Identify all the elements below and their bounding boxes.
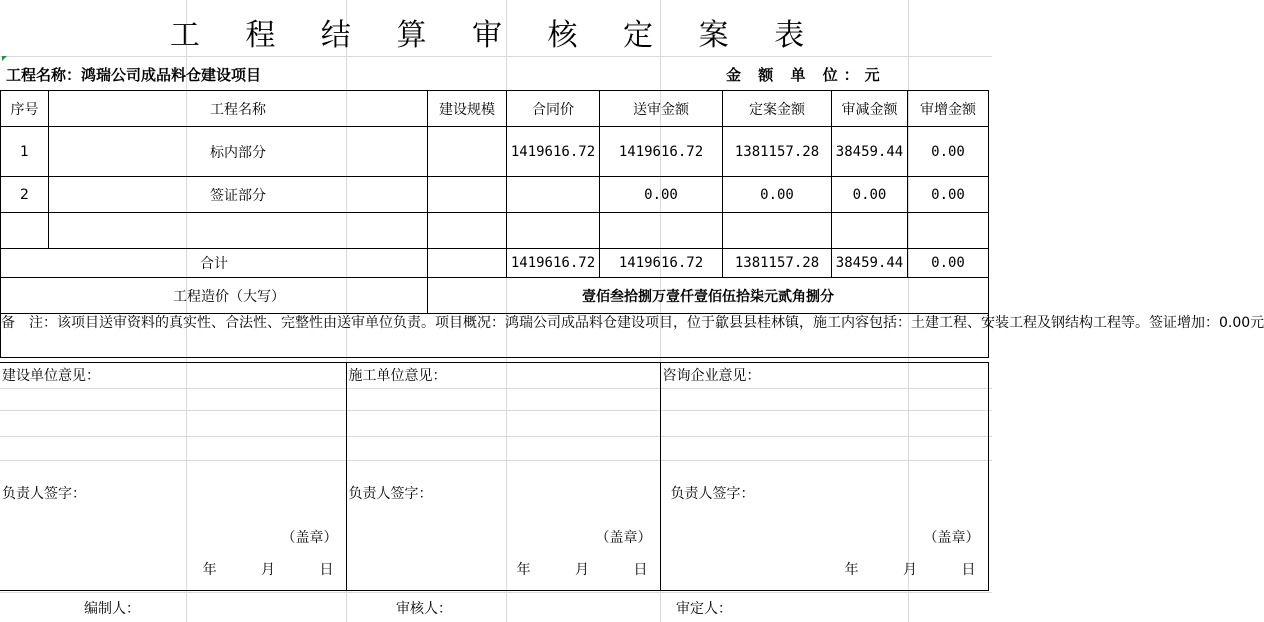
row-name: 标内部分 <box>49 127 428 177</box>
seal-label: （盖章） <box>281 530 338 546</box>
row-increased <box>908 213 989 249</box>
row-submitted: 1419616.72 <box>600 127 723 177</box>
row-contract <box>507 213 600 249</box>
page-title: 工 程 结 算 审 核 定 案 表 <box>169 18 823 53</box>
seal-label: （盖章） <box>595 530 652 546</box>
capital-value: 壹佰叁拾捌万壹仟壹佰伍拾柒元贰角捌分 <box>428 278 989 314</box>
construction-unit-opinion <box>0 363 346 591</box>
total-label: 合计 <box>1 249 428 278</box>
row-no <box>1 213 49 249</box>
remarks: 备 注：该项目送审资料的真实性、合法性、完整性由送审单位负责。项目概况：鸿瑞公司成品料仓建设项目，位于歙县县桂林镇，施工内容包括：土建工程、安装工程及钢结构工程等。签证增加：0.00元 <box>1 314 989 358</box>
prepared-by: 编制人： <box>84 601 140 617</box>
cell-comment-marker <box>2 56 7 61</box>
row-submitted: 0.00 <box>600 177 723 213</box>
opinion-table <box>0 362 989 591</box>
settlement-table <box>0 90 1264 358</box>
total-row <box>1 249 989 278</box>
row-no: 1 <box>1 127 49 177</box>
col-header-approved: 定案金额 <box>723 91 832 127</box>
total-scale <box>428 249 507 278</box>
consultant-opinion <box>660 363 988 591</box>
opinion-title: 施工单位意见： <box>348 368 447 384</box>
col-header-increased: 审增金额 <box>908 91 989 127</box>
signature-label: 负责人签字： <box>670 486 755 502</box>
contractor-opinion <box>346 363 660 591</box>
row-name: 签证部分 <box>49 177 428 213</box>
signature-label: 负责人签字： <box>2 486 86 502</box>
capital-label: 工程造价（大写） <box>1 278 428 314</box>
col-header-no: 序号 <box>1 91 49 127</box>
col-header-scale: 建设规模 <box>428 91 507 127</box>
row-scale <box>428 127 507 177</box>
row-approved: 1381157.28 <box>723 127 832 177</box>
opinion-title: 咨询企业意见： <box>662 368 761 384</box>
row-submitted <box>600 213 723 249</box>
row-reduced <box>832 213 908 249</box>
row-contract <box>507 177 600 213</box>
row-increased: 0.00 <box>908 177 989 213</box>
row-scale <box>428 177 507 213</box>
project-name: 工程名称：鸿瑞公司成品料仓建设项目 <box>6 66 262 84</box>
row-increased: 0.00 <box>908 127 989 177</box>
date-label: 年 月 日 <box>516 562 648 578</box>
col-header-contract: 合同价 <box>507 91 600 127</box>
col-header-name: 工程名称 <box>49 91 428 127</box>
row-no: 2 <box>1 177 49 213</box>
reviewed-by: 审核人： <box>396 601 452 617</box>
seal-label: （盖章） <box>923 530 980 546</box>
row-name <box>49 213 428 249</box>
table-row <box>1 213 989 249</box>
capital-amount-row <box>1 278 989 314</box>
note-row <box>1 314 989 358</box>
total-contract: 1419616.72 <box>507 249 600 278</box>
currency-unit: 金 额 单 位：元 <box>726 66 886 84</box>
table-row <box>1 177 989 213</box>
table-header-row <box>1 91 989 127</box>
row-approved: 0.00 <box>723 177 832 213</box>
date-label: 年 月 日 <box>844 562 976 578</box>
row-contract: 1419616.72 <box>507 127 600 177</box>
row-approved <box>723 213 832 249</box>
opinion-title: 建设单位意见： <box>2 368 100 384</box>
col-header-reduced: 审减金额 <box>832 91 908 127</box>
approved-by: 审定人： <box>676 601 732 617</box>
signature-label: 负责人签字： <box>348 486 433 502</box>
total-approved: 1381157.28 <box>723 249 832 278</box>
row-scale <box>428 213 507 249</box>
row-reduced: 0.00 <box>832 177 908 213</box>
table-row <box>1 127 989 177</box>
total-submitted: 1419616.72 <box>600 249 723 278</box>
total-increased: 0.00 <box>908 249 989 278</box>
total-reduced: 38459.44 <box>832 249 908 278</box>
row-reduced: 38459.44 <box>832 127 908 177</box>
col-header-submitted: 送审金额 <box>600 91 723 127</box>
date-label: 年 月 日 <box>202 562 334 578</box>
